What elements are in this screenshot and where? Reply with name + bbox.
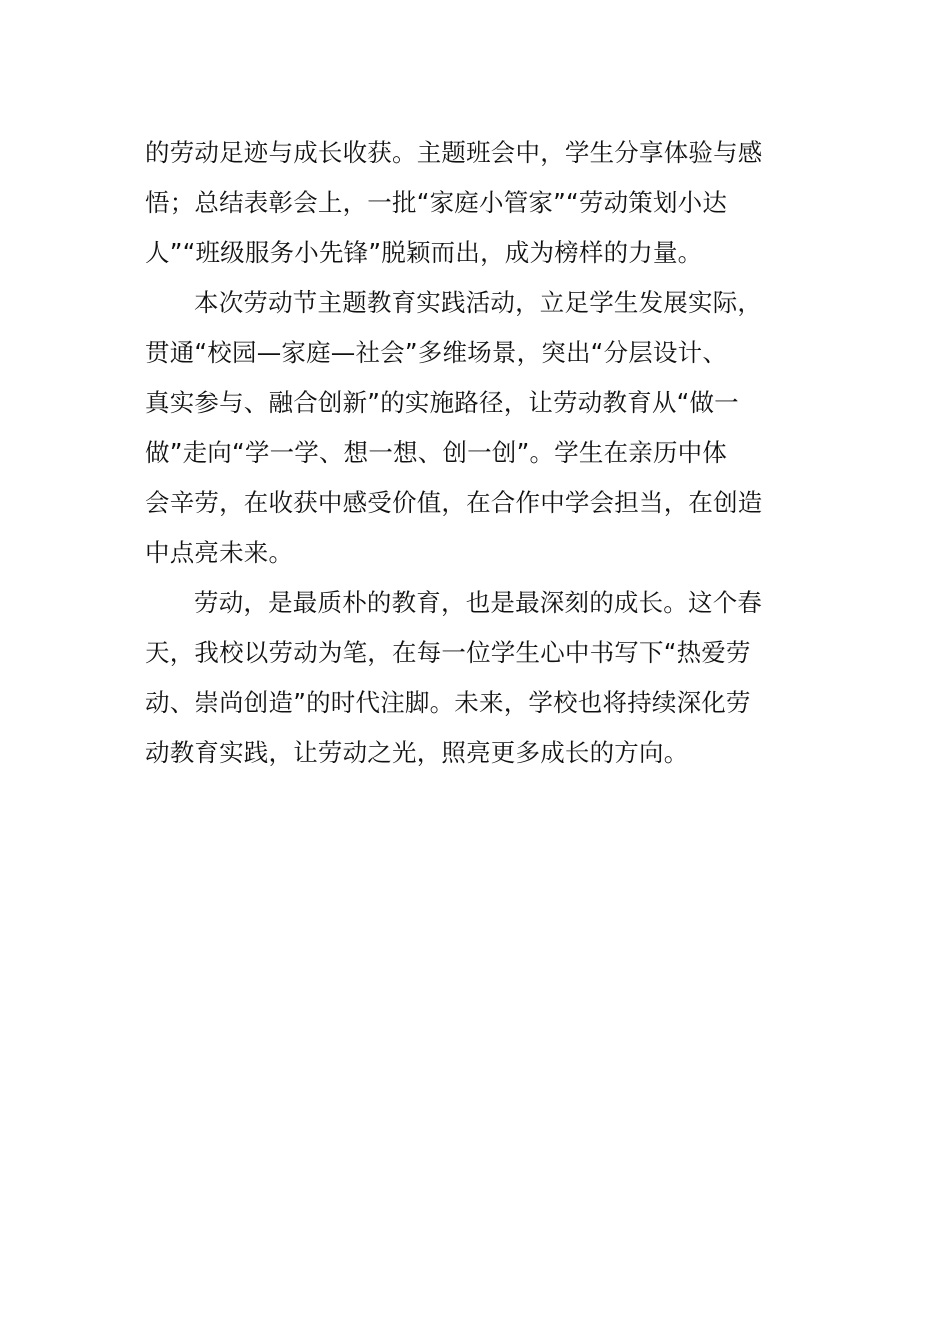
paragraph-1-line-1: 的劳动足迹与成长收获。主题班会中，学生分享体验与感 bbox=[145, 138, 763, 167]
paragraph-3-line-1: 劳动，是最质朴的教育，也是最深刻的成长。这个春 bbox=[194, 588, 763, 617]
paragraph-3-line-4: 动教育实践，让劳动之光，照亮更多成长的方向。 bbox=[145, 738, 689, 767]
paragraph-2-line-2: 贯通“校园—家庭—社会”多维场景，突出“分层设计、 bbox=[145, 338, 728, 367]
paragraph-3 bbox=[145, 578, 810, 778]
paragraph-1-line-2: 悟；总结表彰会上，一批“家庭小管家”“劳动策划小达 bbox=[145, 188, 728, 217]
document-body bbox=[145, 128, 810, 778]
paragraph-2-line-3: 真实参与、融合创新”的实施路径，让劳动教育从“做一 bbox=[145, 388, 739, 417]
paragraph-3-line-2: 天，我校以劳动为笔，在每一位学生心中书写下“热爱劳 bbox=[145, 638, 751, 667]
paragraph-2-line-6: 中点亮未来。 bbox=[145, 538, 294, 567]
paragraph-2-line-1: 本次劳动节主题教育实践活动，立足学生发展实际， bbox=[194, 288, 763, 317]
paragraph-1 bbox=[145, 128, 810, 278]
paragraph-2 bbox=[145, 278, 810, 578]
paragraph-2-line-4: 做”走向“学一学、想一想、创一创”。学生在亲历中体 bbox=[145, 438, 728, 467]
paragraph-2-line-5: 会辛劳，在收获中感受价值，在合作中学会担当，在创造 bbox=[145, 488, 763, 517]
paragraph-1-line-3: 人”“班级服务小先锋”脱颖而出，成为榜样的力量。 bbox=[145, 238, 703, 267]
paragraph-3-line-3: 动、崇尚创造”的时代注脚。未来，学校也将持续深化劳 bbox=[145, 688, 751, 717]
